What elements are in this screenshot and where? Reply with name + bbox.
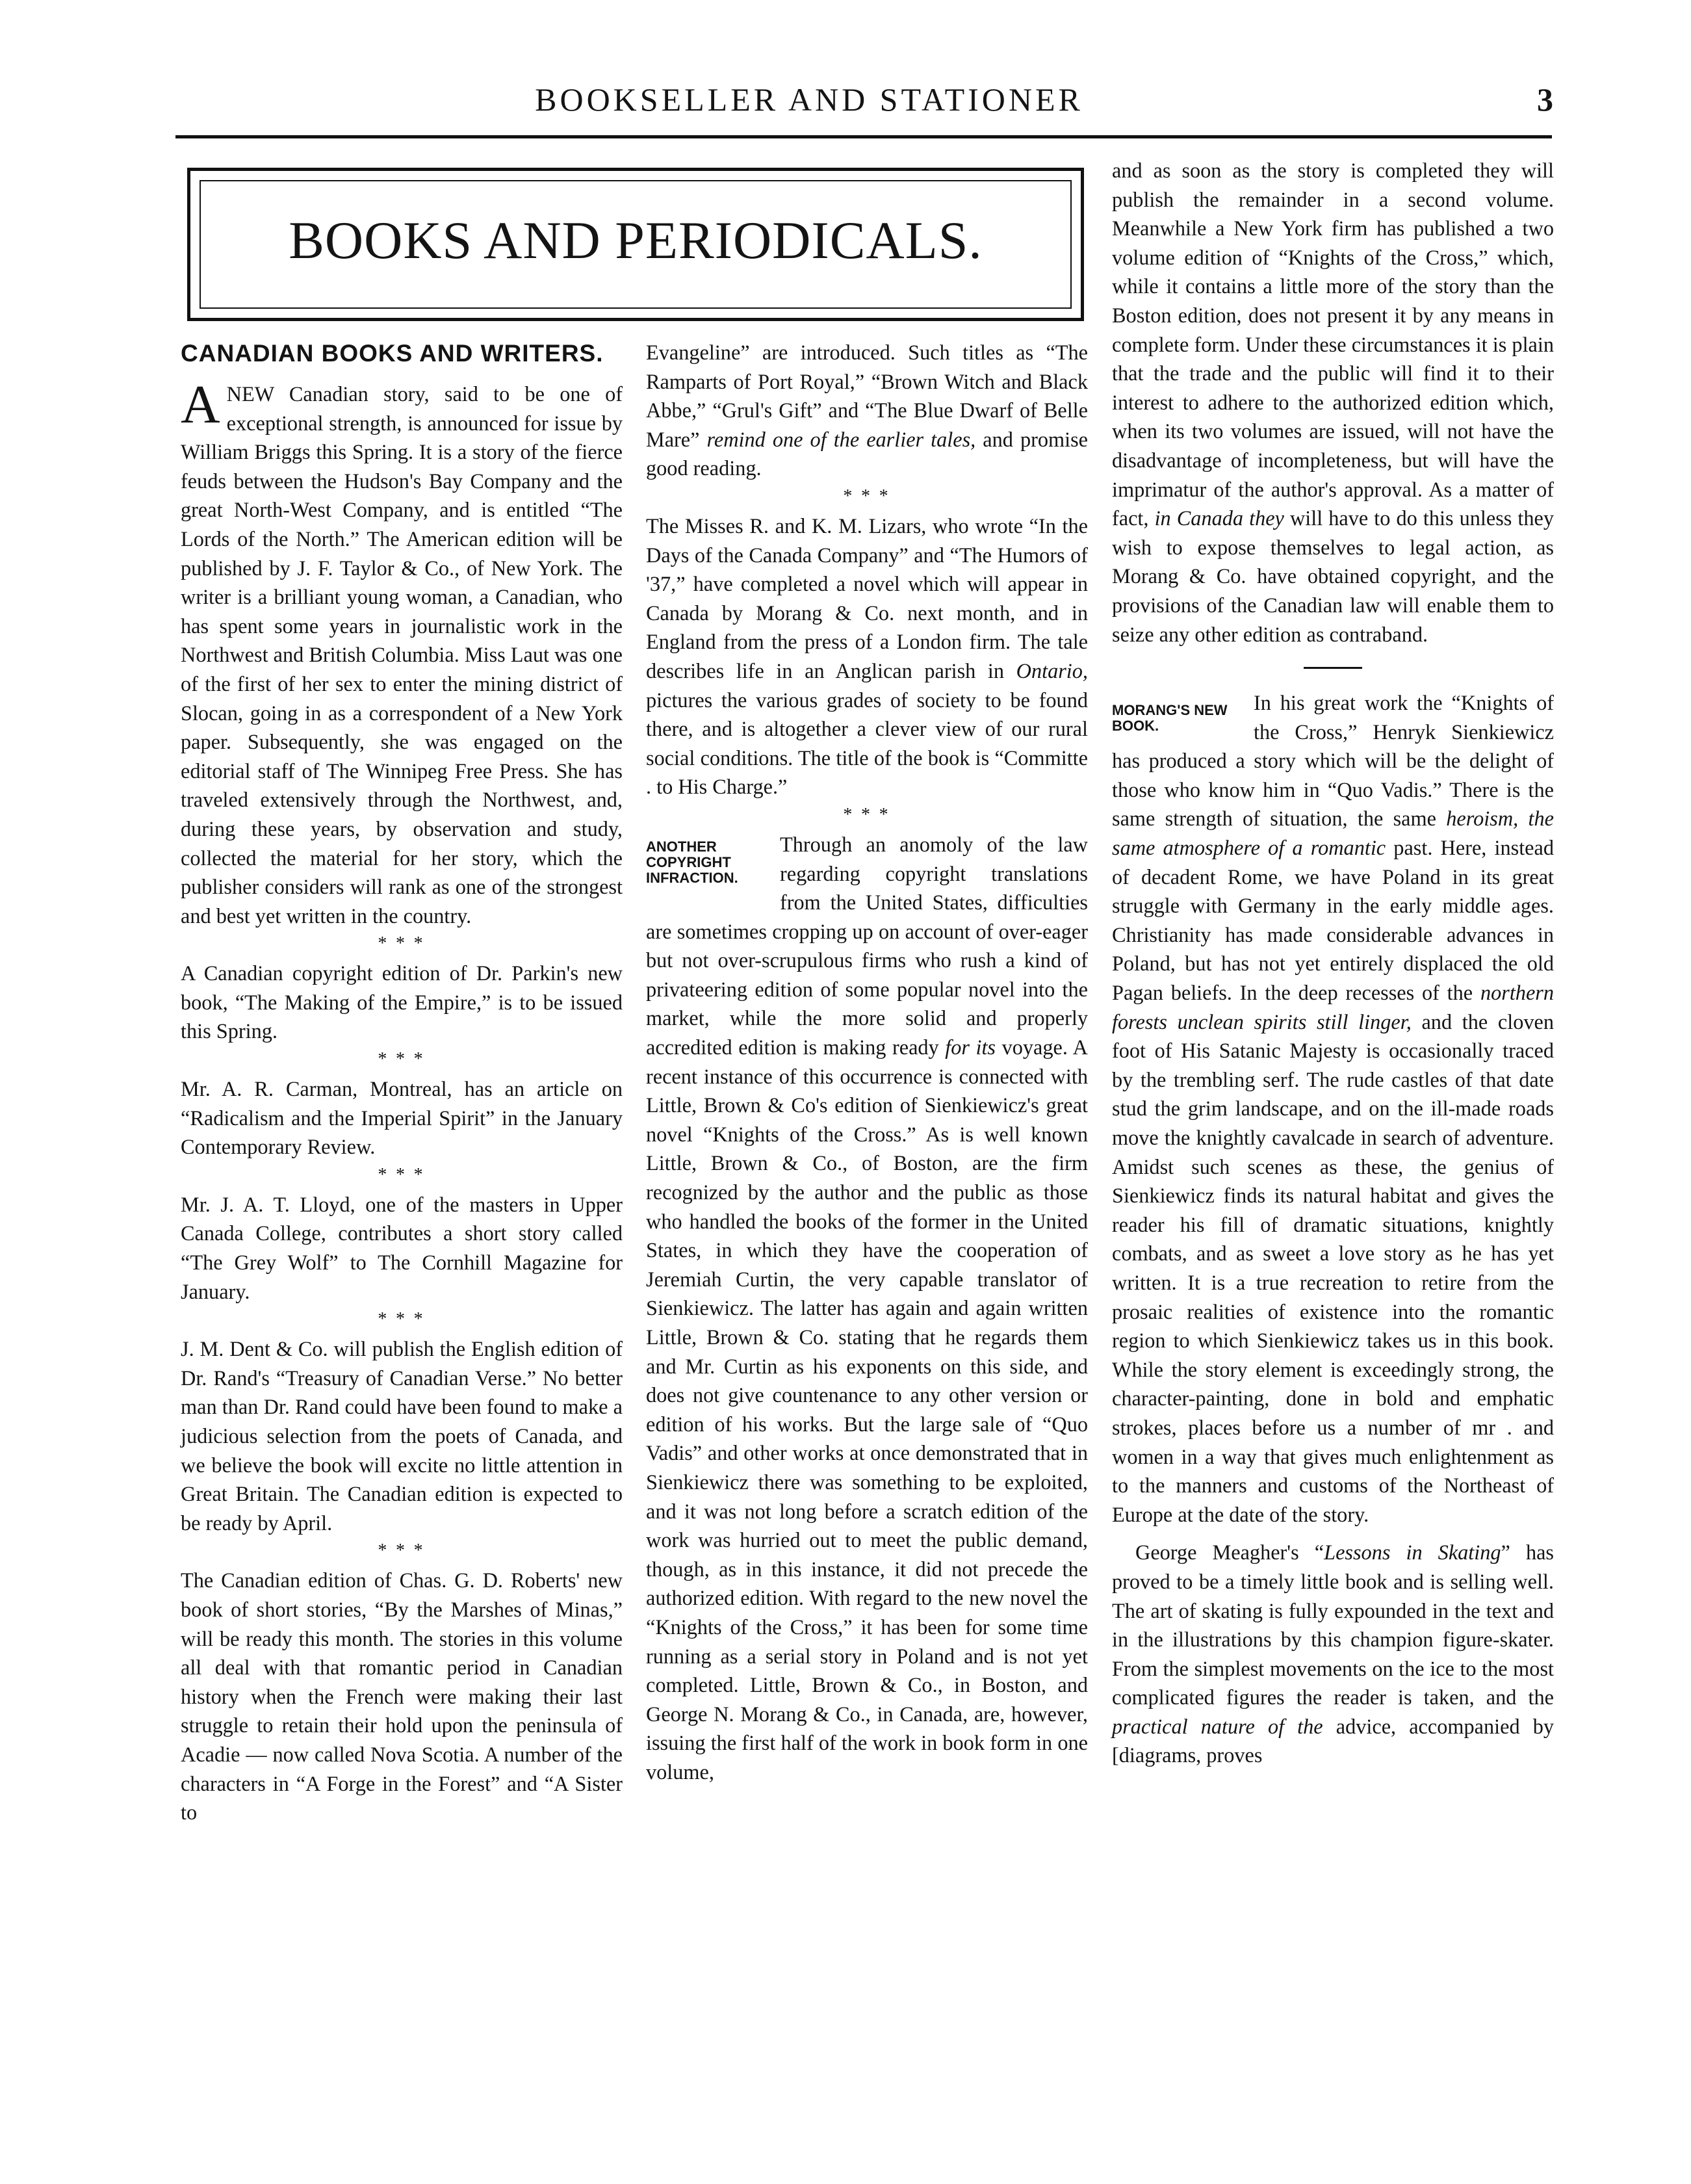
italic-text: practical nature of the <box>1112 1714 1323 1738</box>
separator: * * * <box>843 486 891 506</box>
column-2 <box>646 338 1088 1787</box>
separator: * * * <box>378 1309 426 1330</box>
paragraph-text: Evangeline” are introduced. Such titles as “The Ramparts of Port Royal,” “Brown Witch and Black Abbe,” “Grul's Gift” and “The Blue Dwarf of Belle Mare” <box>646 341 1088 451</box>
paragraph: The Canadian edition of Chas. G. D. Roberts' new book of short stories, “By the Marshes of Minas,” will be ready this month. The stories in this volume all deal with that romantic period in Canadian history when the French were making their last struggle to retain their hold upon the peninsula of Acadie — now called Nova Scotia. A number of the characters in “A Forge in the Forest” and “A Sister to <box>181 1568 623 1825</box>
paragraph-text: will have to do this unless they wish to expose themselves to legal action, as Morang & Co. have obtained copyright, and the provisions of the Canadian law will enable them to seize any other edition as contraband. <box>1112 506 1554 646</box>
side-heading: MORANG'S NEW BOOK. <box>1112 702 1228 734</box>
paragraph-text: pictures the various grades of society to be found there, and is altogether a clever view of our rural social conditions. The title of the book is “Committe . to His Charge.” <box>646 688 1088 799</box>
header-rule <box>175 135 1552 138</box>
separator: * * * <box>378 933 426 954</box>
paragraph: J. M. Dent & Co. will publish the English edition of Dr. Rand's “Treasury of Canadian Verse.” No better man than Dr. Rand could have been found to make a judicious selection from the poets of Canada, and we believe the book will excite no little attention in Great Britain. The Canadian edition is expected to be ready by April. <box>181 1337 623 1535</box>
italic-text: Ontario, <box>1016 658 1088 682</box>
separator: * * * <box>378 1049 426 1070</box>
page-number: 3 <box>1537 81 1553 118</box>
paragraph: A Canadian copyright edition of Dr. Parkin's new book, “The Making of the Empire,” is to be issued this Spring. <box>181 961 623 1043</box>
italic-text: Lessons in Skating <box>1324 1540 1501 1565</box>
paragraph <box>1112 688 1554 1529</box>
paragraph <box>646 338 1088 483</box>
paragraph-text: ” has proved to be a timely little book and is selling well. The art of skating is fully expounded in the text and in the illustrations by this champion figure-skater. From the simplest movements on the ice to the most complicated figures the reader is taken, and the <box>1112 1540 1555 1710</box>
paragraph-text: George Meagher's “ <box>1135 1540 1324 1565</box>
paragraph-text: and promise good reading. <box>646 427 1089 480</box>
italic-text: remind one of the earlier tales, <box>706 427 976 451</box>
italic-text: northern forests unclean spirits still linger, <box>1112 981 1554 1034</box>
paragraph-text: NEW Canadian story, said to be one of exceptional strength, is announced for issue by William Briggs this Spring. It is a story of the fierce feuds between the Hudson's Bay Company and the great North-West Company, and is entitled “The Lords of the North.” The American edition will be published by J. F. Taylor & Co., of New York. The writer is a brilliant young woman, a Canadian, who has spent some years in journalistic work in the Northwest and British Columbia. Miss Laut was one of the first of her sex to enter the mining district of Slocan, going in as a correspondent of a New York paper. Subsequently, she was engaged on the editorial staff of The Winnipeg Free Press. She has traveled extensively through the Northwest, and, during these years, by observation and study, collected the material for her story, which the publisher considers will rank as one of the strongest and best yet written in the country. <box>181 382 623 928</box>
paragraph-text: voyage. A recent instance of this occurrence is connected with Little, Brown & Co's edition of Sienkiewicz's great novel “Knights of the Cross.” As is well known Little, Brown & Co., of Boston, are the firm recognized by the author and the public as those who handled the books of the former in the United States, in which they have the cooperation of Jeremiah Curtin, the very capable translator of Sienkiewicz. The latter has again and again written Little, Brown & Co. stating that he regards them and Mr. Curtin as his exponents on this side, and does not give countenance to any other version or edition of his works. But the large sale of “Quo Vadis” and other works at once demonstrated that in Sienkiewicz there was something to be exploited, and it was not long before a scratch edition of the work was hurried out to meet the public demand, though, as in this instance, it did not precede the authorized edition. With regard to the new novel the “Knights of the Cross,” it has been for some time running as a serial story in Poland and is not yet completed. Little, Brown & Co., in Boston, and George N. Morang & Co., in Canada, are, however, issuing the first half of the work in book form in one volume, <box>646 1035 1088 1784</box>
column-1 <box>181 338 623 1827</box>
side-heading: ANOTHER COPYRIGHT INFRACTION. <box>646 838 738 886</box>
paragraph <box>1112 1538 1554 1770</box>
paragraph-text: and the cloven foot of His Satanic Majesty is occasionally traced by the trembling serf. The rude castles of that date stud the grim landscape, and on the ill-made roads move the knightly cavalcade in search of adventure. Amidst such scenes as these, the genius of Sienkiewicz finds its natural habitat and gives the reader his fill of dramatic situations, knightly combats, and as sweet a love story as he has yet written. It is a true recreation to retire from the prosaic realities of existence into the romantic region to which Sienkiewicz takes us in this book. While the story element is exceedingly strong, the character-painting, done in bold and emphatic strokes, places before us a number of mr . and women in a way that gives much enlightenment as to the manners and customs of the Northeast of Europe at the date of the story. <box>1112 1009 1555 1526</box>
italic-text: heroism, the same atmosphere of a romantic <box>1112 807 1554 860</box>
column-3 <box>1112 156 1554 1770</box>
publication-title: BOOKSELLER AND STATIONER <box>535 81 1083 118</box>
section-divider <box>1304 667 1362 669</box>
separator: * * * <box>843 804 891 825</box>
paragraph <box>1112 156 1554 649</box>
running-header <box>175 77 1553 129</box>
paragraph <box>646 512 1088 801</box>
paragraph: Mr. J. A. T. Lloyd, one of the masters in Upper Canada College, contributes a short story called “The Grey Wolf” to The Cornhill Magazine for January. <box>181 1192 623 1303</box>
banner-title: BOOKS AND PERIODICALS. <box>289 211 983 270</box>
paragraph-text: In his great work the “Knights of the Cross,” Henryk Sienkiewicz has produced a story which will be the delight of those who know him in “Quo Vadis.” There is the same strength of situation, the same <box>1112 691 1554 831</box>
italic-text: in Canada they <box>1154 506 1284 530</box>
section-banner <box>187 168 1084 321</box>
paragraph <box>646 830 1088 1787</box>
italic-text: for its <box>945 1035 996 1060</box>
separator: * * * <box>378 1164 426 1185</box>
paragraph <box>181 374 623 930</box>
separator: * * * <box>378 1540 426 1561</box>
section-title: CANADIAN BOOKS AND WRITERS. <box>181 340 604 367</box>
paragraph: Mr. A. R. Carman, Montreal, has an article on “Radicalism and the Imperial Spirit” in the January Contemporary Review. <box>181 1077 623 1159</box>
drop-cap: A <box>181 374 220 435</box>
paragraph-text: Through an anomoly of the law regarding copyright translations from the United States, difficulties are sometimes cropping up on account of over-eager but not over-scrupulous firms who rush a kind of privateering edition of some popular novel into the market, while the more solid and properly accredited edition is making ready <box>646 832 1088 1060</box>
paragraph-text: past. Here, instead of decadent Rome, we have Poland in its great struggle with Germany in the early middle ages. Christianity has made considerable advances in Poland, but has not yet entirely displaced the old Pagan beliefs. In the deep recesses of the <box>1112 836 1554 1005</box>
paragraph-text: and as soon as the story is completed they will publish the remainder in a second volume. Meanwhile a New York firm has published a two volume edition of “Knights of the Cross,” which, while it contains a little more of the story than the Boston edition, does not present it by any means in complete form. Under these circumstances it is plain that the trade and the public will find it to their interest to adhere to the authorized edition which, when its two volumes are issued, will not have the disadvantage of incompleteness, but will have the imprimatur of the author's approval. As a matter of fact, <box>1112 159 1554 530</box>
paragraph-text: The Misses R. and K. M. Lizars, who wrote “In the Days of the Canada Company” and “The Humors of '37,” have completed a novel which will appear in Canada by Morang & Co. next month, and in England from the press of a London firm. The tale describes life in an Anglican parish in <box>646 514 1088 682</box>
paragraph-text: advice, accompanied by [diagrams, proves <box>1112 1714 1554 1767</box>
